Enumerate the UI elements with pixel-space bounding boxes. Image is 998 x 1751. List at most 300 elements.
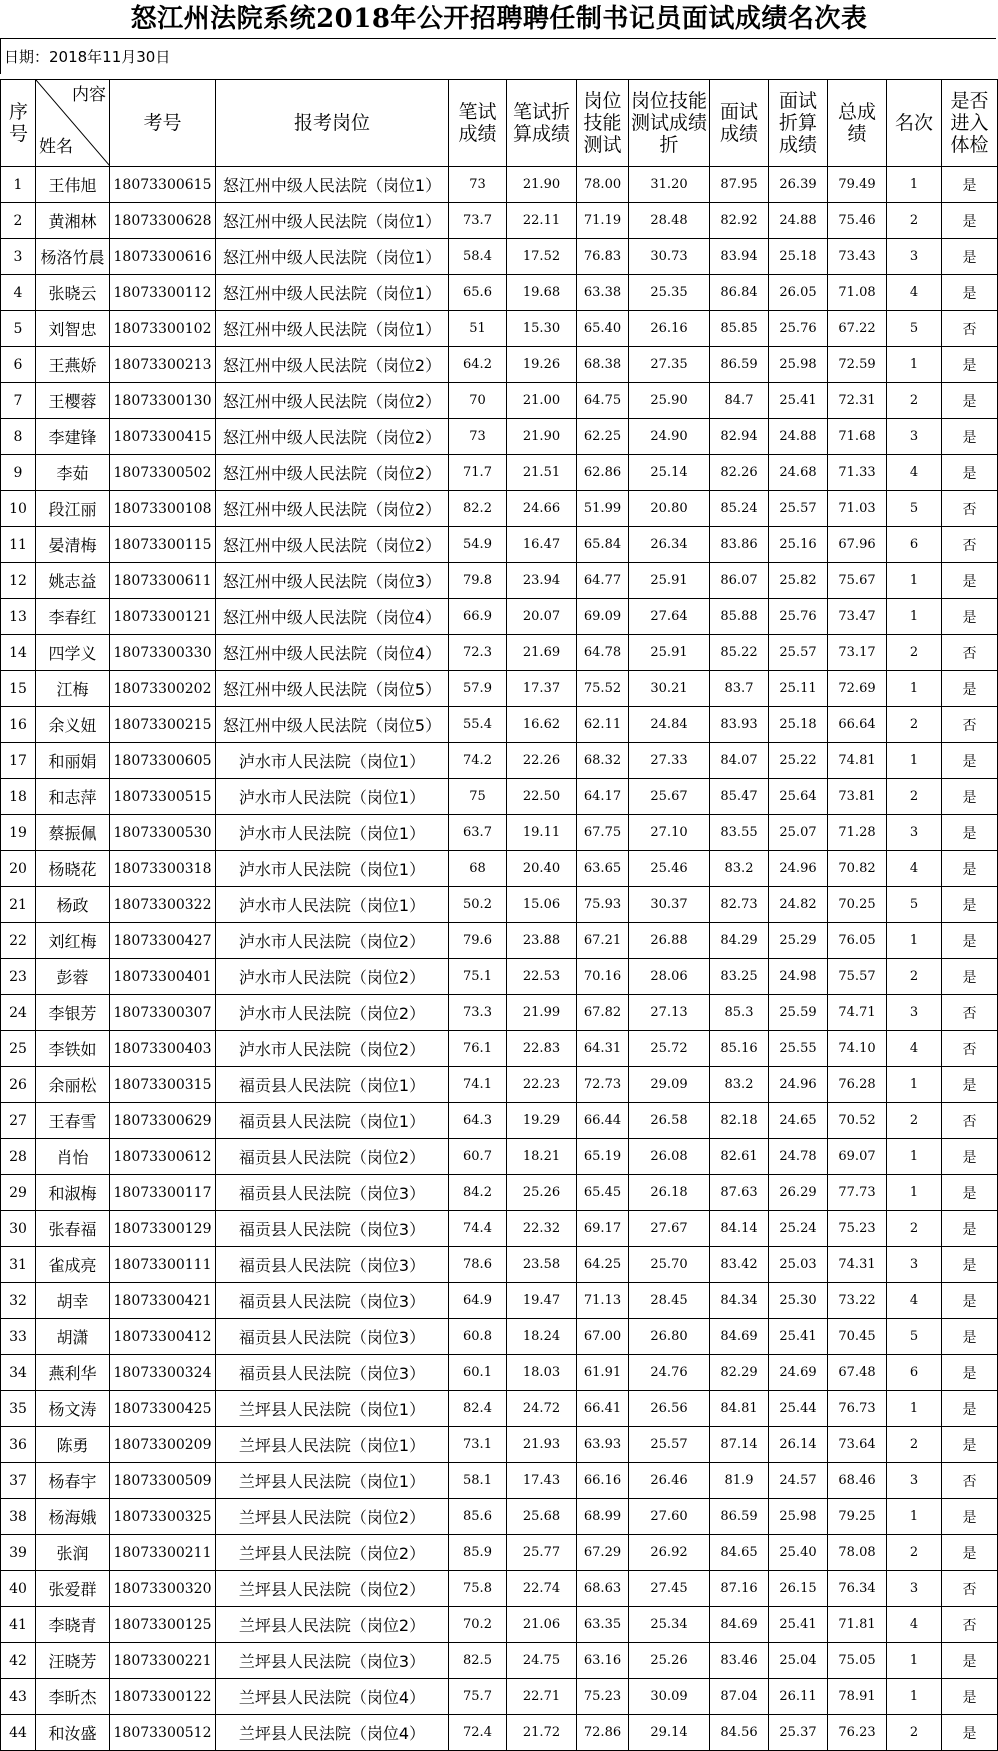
post-cell: 兰坪县人民法院（岗位4） — [216, 1715, 449, 1751]
post-cell: 兰坪县人民法院（岗位1） — [216, 1463, 449, 1499]
interview-cell: 85.85 — [710, 311, 769, 347]
seq-cell: 13 — [1, 599, 36, 635]
interview-conv-cell: 25.76 — [769, 311, 828, 347]
written-conv-cell: 15.06 — [507, 887, 577, 923]
total-cell: 70.52 — [828, 1103, 887, 1139]
interview-conv-cell: 25.41 — [769, 383, 828, 419]
physical-cell: 是 — [942, 347, 998, 383]
table-row — [1, 1571, 998, 1607]
physical-cell: 否 — [942, 1031, 998, 1067]
table-row — [1, 1715, 998, 1751]
skill-cell: 65.19 — [577, 1139, 629, 1175]
skill-cell: 65.40 — [577, 311, 629, 347]
name-cell: 杨晓花 — [36, 851, 110, 887]
written-cell: 68 — [449, 851, 507, 887]
skill-cell: 68.99 — [577, 1499, 629, 1535]
interview-conv-cell: 25.82 — [769, 563, 828, 599]
total-cell: 75.57 — [828, 959, 887, 995]
skill-conv-cell: 25.26 — [629, 1643, 710, 1679]
physical-cell: 是 — [942, 1283, 998, 1319]
interview-cell: 84.29 — [710, 923, 769, 959]
post-cell: 怒江州中级人民法院（岗位1） — [216, 167, 449, 203]
post-cell: 怒江州中级人民法院（岗位2） — [216, 455, 449, 491]
exam-no-cell: 18073300130 — [110, 383, 216, 419]
name-cell: 四学义 — [36, 635, 110, 671]
seq-cell: 34 — [1, 1355, 36, 1391]
written-cell: 78.6 — [449, 1247, 507, 1283]
skill-conv-cell: 28.48 — [629, 203, 710, 239]
skill-cell: 64.77 — [577, 563, 629, 599]
written-cell: 55.4 — [449, 707, 507, 743]
post-cell: 兰坪县人民法院（岗位2） — [216, 1571, 449, 1607]
interview-cell: 87.63 — [710, 1175, 769, 1211]
rank-cell: 2 — [887, 203, 942, 239]
written-cell: 73 — [449, 419, 507, 455]
table-row — [1, 1499, 998, 1535]
skill-cell: 67.29 — [577, 1535, 629, 1571]
interview-conv-cell: 24.68 — [769, 455, 828, 491]
name-cell: 杨洛竹晨 — [36, 239, 110, 275]
rank-cell: 2 — [887, 1715, 942, 1751]
exam-no-cell: 18073300530 — [110, 815, 216, 851]
skill-cell: 68.32 — [577, 743, 629, 779]
seq-cell: 42 — [1, 1643, 36, 1679]
skill-conv-cell: 27.67 — [629, 1211, 710, 1247]
name-cell: 和淑梅 — [36, 1175, 110, 1211]
rank-cell: 2 — [887, 383, 942, 419]
written-conv-cell: 19.47 — [507, 1283, 577, 1319]
exam-no-cell: 18073300108 — [110, 491, 216, 527]
seq-cell: 29 — [1, 1175, 36, 1211]
table-row — [1, 239, 998, 275]
name-cell: 燕利华 — [36, 1355, 110, 1391]
interview-conv-cell: 24.65 — [769, 1103, 828, 1139]
written-conv-cell: 19.11 — [507, 815, 577, 851]
seq-cell: 41 — [1, 1607, 36, 1643]
post-cell: 怒江州中级人民法院（岗位2） — [216, 491, 449, 527]
exam-no-cell: 18073300421 — [110, 1283, 216, 1319]
name-cell: 李春红 — [36, 599, 110, 635]
skill-cell: 62.25 — [577, 419, 629, 455]
skill-cell: 72.73 — [577, 1067, 629, 1103]
interview-cell: 86.59 — [710, 347, 769, 383]
skill-cell: 67.21 — [577, 923, 629, 959]
seq-cell: 10 — [1, 491, 36, 527]
physical-cell: 是 — [942, 1211, 998, 1247]
skill-conv-cell: 24.76 — [629, 1355, 710, 1391]
physical-cell: 是 — [942, 599, 998, 635]
interview-conv-cell: 25.98 — [769, 1499, 828, 1535]
exam-no-cell: 18073300211 — [110, 1535, 216, 1571]
name-cell: 张爱群 — [36, 1571, 110, 1607]
physical-cell: 是 — [942, 743, 998, 779]
skill-conv-cell: 25.72 — [629, 1031, 710, 1067]
physical-cell: 是 — [942, 1643, 998, 1679]
header-exam-no: 考号 — [110, 80, 216, 167]
post-cell: 怒江州中级人民法院（岗位4） — [216, 599, 449, 635]
total-cell: 76.28 — [828, 1067, 887, 1103]
seq-cell: 26 — [1, 1067, 36, 1103]
rank-cell: 1 — [887, 1679, 942, 1715]
skill-conv-cell: 26.16 — [629, 311, 710, 347]
interview-cell: 82.18 — [710, 1103, 769, 1139]
written-cell: 50.2 — [449, 887, 507, 923]
exam-no-cell: 18073300121 — [110, 599, 216, 635]
post-cell: 福贡县人民法院（岗位3） — [216, 1283, 449, 1319]
seq-cell: 8 — [1, 419, 36, 455]
seq-cell: 14 — [1, 635, 36, 671]
rank-cell: 2 — [887, 707, 942, 743]
name-cell: 王樱蓉 — [36, 383, 110, 419]
written-conv-cell: 19.68 — [507, 275, 577, 311]
total-cell: 71.03 — [828, 491, 887, 527]
skill-cell: 75.23 — [577, 1679, 629, 1715]
name-cell: 刘红梅 — [36, 923, 110, 959]
interview-conv-cell: 26.15 — [769, 1571, 828, 1607]
interview-conv-cell: 25.57 — [769, 491, 828, 527]
name-cell: 李昕杰 — [36, 1679, 110, 1715]
exam-no-cell: 18073300629 — [110, 1103, 216, 1139]
exam-no-cell: 18073300509 — [110, 1463, 216, 1499]
post-cell: 怒江州中级人民法院（岗位1） — [216, 311, 449, 347]
post-cell: 怒江州中级人民法院（岗位5） — [216, 707, 449, 743]
skill-conv-cell: 30.21 — [629, 671, 710, 707]
rank-cell: 2 — [887, 635, 942, 671]
skill-cell: 64.75 — [577, 383, 629, 419]
rank-cell: 5 — [887, 491, 942, 527]
name-cell: 李银芳 — [36, 995, 110, 1031]
skill-conv-cell: 25.91 — [629, 635, 710, 671]
interview-cell: 85.22 — [710, 635, 769, 671]
total-cell: 73.81 — [828, 779, 887, 815]
table-row — [1, 167, 998, 203]
total-cell: 71.81 — [828, 1607, 887, 1643]
skill-cell: 67.00 — [577, 1319, 629, 1355]
interview-cell: 84.65 — [710, 1535, 769, 1571]
seq-cell: 6 — [1, 347, 36, 383]
table-row — [1, 203, 998, 239]
interview-conv-cell: 25.04 — [769, 1643, 828, 1679]
seq-cell: 43 — [1, 1679, 36, 1715]
rank-cell: 1 — [887, 1643, 942, 1679]
written-conv-cell: 22.83 — [507, 1031, 577, 1067]
header-seq: 序号 — [1, 80, 36, 167]
exam-no-cell: 18073300427 — [110, 923, 216, 959]
name-cell: 蔡振佩 — [36, 815, 110, 851]
interview-conv-cell: 25.18 — [769, 707, 828, 743]
table-row — [1, 1247, 998, 1283]
table-row — [1, 995, 998, 1031]
post-cell: 福贡县人民法院（岗位2） — [216, 1139, 449, 1175]
skill-cell: 66.41 — [577, 1391, 629, 1427]
seq-cell: 35 — [1, 1391, 36, 1427]
exam-no-cell: 18073300330 — [110, 635, 216, 671]
skill-conv-cell: 20.80 — [629, 491, 710, 527]
interview-conv-cell: 24.96 — [769, 1067, 828, 1103]
interview-cell: 85.3 — [710, 995, 769, 1031]
name-cell: 余义妞 — [36, 707, 110, 743]
exam-no-cell: 18073300628 — [110, 203, 216, 239]
skill-conv-cell: 30.73 — [629, 239, 710, 275]
interview-conv-cell: 25.76 — [769, 599, 828, 635]
post-cell: 怒江州中级人民法院（岗位1） — [216, 275, 449, 311]
exam-no-cell: 18073300318 — [110, 851, 216, 887]
post-cell: 泸水市人民法院（岗位2） — [216, 1031, 449, 1067]
written-conv-cell: 22.26 — [507, 743, 577, 779]
rank-cell: 2 — [887, 1427, 942, 1463]
table-row — [1, 1211, 998, 1247]
written-conv-cell: 22.32 — [507, 1211, 577, 1247]
written-cell: 63.7 — [449, 815, 507, 851]
rank-cell: 3 — [887, 1571, 942, 1607]
rank-cell: 1 — [887, 1067, 942, 1103]
exam-no-cell: 18073300512 — [110, 1715, 216, 1751]
exam-no-cell: 18073300605 — [110, 743, 216, 779]
exam-no-cell: 18073300412 — [110, 1319, 216, 1355]
post-cell: 兰坪县人民法院（岗位2） — [216, 1607, 449, 1643]
table-row — [1, 1103, 998, 1139]
post-cell: 福贡县人民法院（岗位3） — [216, 1355, 449, 1391]
physical-cell: 是 — [942, 1427, 998, 1463]
interview-cell: 85.88 — [710, 599, 769, 635]
written-cell: 73.7 — [449, 203, 507, 239]
interview-conv-cell: 25.07 — [769, 815, 828, 851]
rank-cell: 5 — [887, 1319, 942, 1355]
rank-cell: 3 — [887, 419, 942, 455]
header-written: 笔试成绩 — [449, 80, 507, 167]
interview-cell: 82.94 — [710, 419, 769, 455]
written-cell: 51 — [449, 311, 507, 347]
interview-cell: 86.84 — [710, 275, 769, 311]
skill-conv-cell: 29.14 — [629, 1715, 710, 1751]
seq-cell: 12 — [1, 563, 36, 599]
header-skill-conv: 岗位技能测试成绩折 — [629, 80, 710, 167]
physical-cell: 是 — [942, 851, 998, 887]
exam-no-cell: 18073300615 — [110, 167, 216, 203]
physical-cell: 是 — [942, 815, 998, 851]
exam-no-cell: 18073300403 — [110, 1031, 216, 1067]
physical-cell: 是 — [942, 1247, 998, 1283]
interview-conv-cell: 25.59 — [769, 995, 828, 1031]
interview-cell: 87.95 — [710, 167, 769, 203]
name-cell: 姚志益 — [36, 563, 110, 599]
seq-cell: 2 — [1, 203, 36, 239]
table-row — [1, 1139, 998, 1175]
total-cell: 73.47 — [828, 599, 887, 635]
skill-conv-cell: 26.46 — [629, 1463, 710, 1499]
table-row — [1, 599, 998, 635]
seq-cell: 9 — [1, 455, 36, 491]
written-cell: 72.3 — [449, 635, 507, 671]
physical-cell: 是 — [942, 923, 998, 959]
seq-cell: 36 — [1, 1427, 36, 1463]
interview-cell: 83.2 — [710, 851, 769, 887]
skill-conv-cell: 30.09 — [629, 1679, 710, 1715]
interview-cell: 83.25 — [710, 959, 769, 995]
rank-cell: 4 — [887, 1607, 942, 1643]
rank-cell: 3 — [887, 239, 942, 275]
rank-cell: 4 — [887, 1283, 942, 1319]
header-content-label: 内容 — [72, 85, 106, 105]
written-cell: 54.9 — [449, 527, 507, 563]
interview-cell: 83.94 — [710, 239, 769, 275]
name-cell: 段江丽 — [36, 491, 110, 527]
skill-conv-cell: 26.18 — [629, 1175, 710, 1211]
physical-cell: 是 — [942, 1535, 998, 1571]
interview-cell: 84.81 — [710, 1391, 769, 1427]
written-conv-cell: 21.72 — [507, 1715, 577, 1751]
seq-cell: 18 — [1, 779, 36, 815]
interview-cell: 84.56 — [710, 1715, 769, 1751]
interview-cell: 83.42 — [710, 1247, 769, 1283]
physical-cell: 是 — [942, 1391, 998, 1427]
seq-cell: 28 — [1, 1139, 36, 1175]
skill-conv-cell: 25.91 — [629, 563, 710, 599]
post-cell: 怒江州中级人民法院（岗位2） — [216, 383, 449, 419]
skill-conv-cell: 27.60 — [629, 1499, 710, 1535]
total-cell: 74.10 — [828, 1031, 887, 1067]
written-conv-cell: 21.00 — [507, 383, 577, 419]
skill-cell: 65.84 — [577, 527, 629, 563]
seq-cell: 37 — [1, 1463, 36, 1499]
skill-conv-cell: 24.84 — [629, 707, 710, 743]
physical-cell: 否 — [942, 1463, 998, 1499]
table-row — [1, 455, 998, 491]
skill-conv-cell: 26.58 — [629, 1103, 710, 1139]
rank-cell: 1 — [887, 563, 942, 599]
interview-cell: 85.47 — [710, 779, 769, 815]
interview-conv-cell: 25.37 — [769, 1715, 828, 1751]
interview-cell: 83.86 — [710, 527, 769, 563]
table-row — [1, 1031, 998, 1067]
interview-conv-cell: 25.44 — [769, 1391, 828, 1427]
name-cell: 李建锋 — [36, 419, 110, 455]
exam-no-cell: 18073300515 — [110, 779, 216, 815]
seq-cell: 22 — [1, 923, 36, 959]
total-cell: 70.25 — [828, 887, 887, 923]
total-cell: 75.05 — [828, 1643, 887, 1679]
written-cell: 75.7 — [449, 1679, 507, 1715]
header-total: 总成绩 — [828, 80, 887, 167]
physical-cell: 是 — [942, 383, 998, 419]
name-cell: 黄湘林 — [36, 203, 110, 239]
seq-cell: 21 — [1, 887, 36, 923]
exam-no-cell: 18073300322 — [110, 887, 216, 923]
written-conv-cell: 23.94 — [507, 563, 577, 599]
seq-cell: 30 — [1, 1211, 36, 1247]
skill-conv-cell: 31.20 — [629, 167, 710, 203]
interview-conv-cell: 26.29 — [769, 1175, 828, 1211]
total-cell: 69.07 — [828, 1139, 887, 1175]
skill-conv-cell: 27.35 — [629, 347, 710, 383]
table-row — [1, 815, 998, 851]
exam-no-cell: 18073300117 — [110, 1175, 216, 1211]
written-conv-cell: 21.90 — [507, 419, 577, 455]
interview-conv-cell: 25.40 — [769, 1535, 828, 1571]
written-cell: 74.2 — [449, 743, 507, 779]
seq-cell: 7 — [1, 383, 36, 419]
interview-conv-cell: 25.55 — [769, 1031, 828, 1067]
rank-cell: 5 — [887, 311, 942, 347]
written-cell: 66.9 — [449, 599, 507, 635]
table-row — [1, 527, 998, 563]
interview-conv-cell: 25.18 — [769, 239, 828, 275]
skill-conv-cell: 25.57 — [629, 1427, 710, 1463]
interview-cell: 82.29 — [710, 1355, 769, 1391]
total-cell: 73.43 — [828, 239, 887, 275]
skill-cell: 63.16 — [577, 1643, 629, 1679]
physical-cell: 是 — [942, 671, 998, 707]
physical-cell: 否 — [942, 635, 998, 671]
seq-cell: 38 — [1, 1499, 36, 1535]
total-cell: 75.23 — [828, 1211, 887, 1247]
physical-cell: 是 — [942, 1715, 998, 1751]
table-row — [1, 1175, 998, 1211]
name-cell: 李茹 — [36, 455, 110, 491]
post-cell: 兰坪县人民法院（岗位1） — [216, 1391, 449, 1427]
written-cell: 74.1 — [449, 1067, 507, 1103]
interview-conv-cell: 25.57 — [769, 635, 828, 671]
post-cell: 泸水市人民法院（岗位1） — [216, 815, 449, 851]
table-row — [1, 707, 998, 743]
seq-cell: 25 — [1, 1031, 36, 1067]
written-conv-cell: 17.37 — [507, 671, 577, 707]
header-interview-conv: 面试折算成绩 — [769, 80, 828, 167]
interview-conv-cell: 24.78 — [769, 1139, 828, 1175]
post-cell: 福贡县人民法院（岗位1） — [216, 1103, 449, 1139]
interview-conv-cell: 26.14 — [769, 1427, 828, 1463]
interview-cell: 82.26 — [710, 455, 769, 491]
total-cell: 71.33 — [828, 455, 887, 491]
written-conv-cell: 18.03 — [507, 1355, 577, 1391]
interview-cell: 86.59 — [710, 1499, 769, 1535]
exam-no-cell: 18073300209 — [110, 1427, 216, 1463]
written-cell: 60.7 — [449, 1139, 507, 1175]
name-cell: 江梅 — [36, 671, 110, 707]
skill-conv-cell: 25.35 — [629, 275, 710, 311]
name-cell: 和志萍 — [36, 779, 110, 815]
written-conv-cell: 20.40 — [507, 851, 577, 887]
post-cell: 泸水市人民法院（岗位1） — [216, 743, 449, 779]
seq-cell: 4 — [1, 275, 36, 311]
rank-cell: 4 — [887, 275, 942, 311]
exam-no-cell: 18073300401 — [110, 959, 216, 995]
interview-cell: 83.7 — [710, 671, 769, 707]
interview-cell: 82.61 — [710, 1139, 769, 1175]
exam-no-cell: 18073300307 — [110, 995, 216, 1031]
physical-cell: 是 — [942, 1139, 998, 1175]
total-cell: 67.22 — [828, 311, 887, 347]
total-cell: 70.45 — [828, 1319, 887, 1355]
name-cell: 胡幸 — [36, 1283, 110, 1319]
written-conv-cell: 23.88 — [507, 923, 577, 959]
rank-cell: 1 — [887, 599, 942, 635]
total-cell: 73.64 — [828, 1427, 887, 1463]
post-cell: 泸水市人民法院（岗位2） — [216, 959, 449, 995]
written-conv-cell: 22.71 — [507, 1679, 577, 1715]
physical-cell: 是 — [942, 203, 998, 239]
exam-no-cell: 18073300129 — [110, 1211, 216, 1247]
post-cell: 福贡县人民法院（岗位3） — [216, 1247, 449, 1283]
interview-conv-cell: 24.88 — [769, 419, 828, 455]
interview-conv-cell: 25.41 — [769, 1607, 828, 1643]
written-conv-cell: 21.06 — [507, 1607, 577, 1643]
post-cell: 泸水市人民法院（岗位1） — [216, 779, 449, 815]
table-row — [1, 1355, 998, 1391]
written-cell: 70.2 — [449, 1607, 507, 1643]
exam-no-cell: 18073300122 — [110, 1679, 216, 1715]
exam-no-cell: 18073300612 — [110, 1139, 216, 1175]
